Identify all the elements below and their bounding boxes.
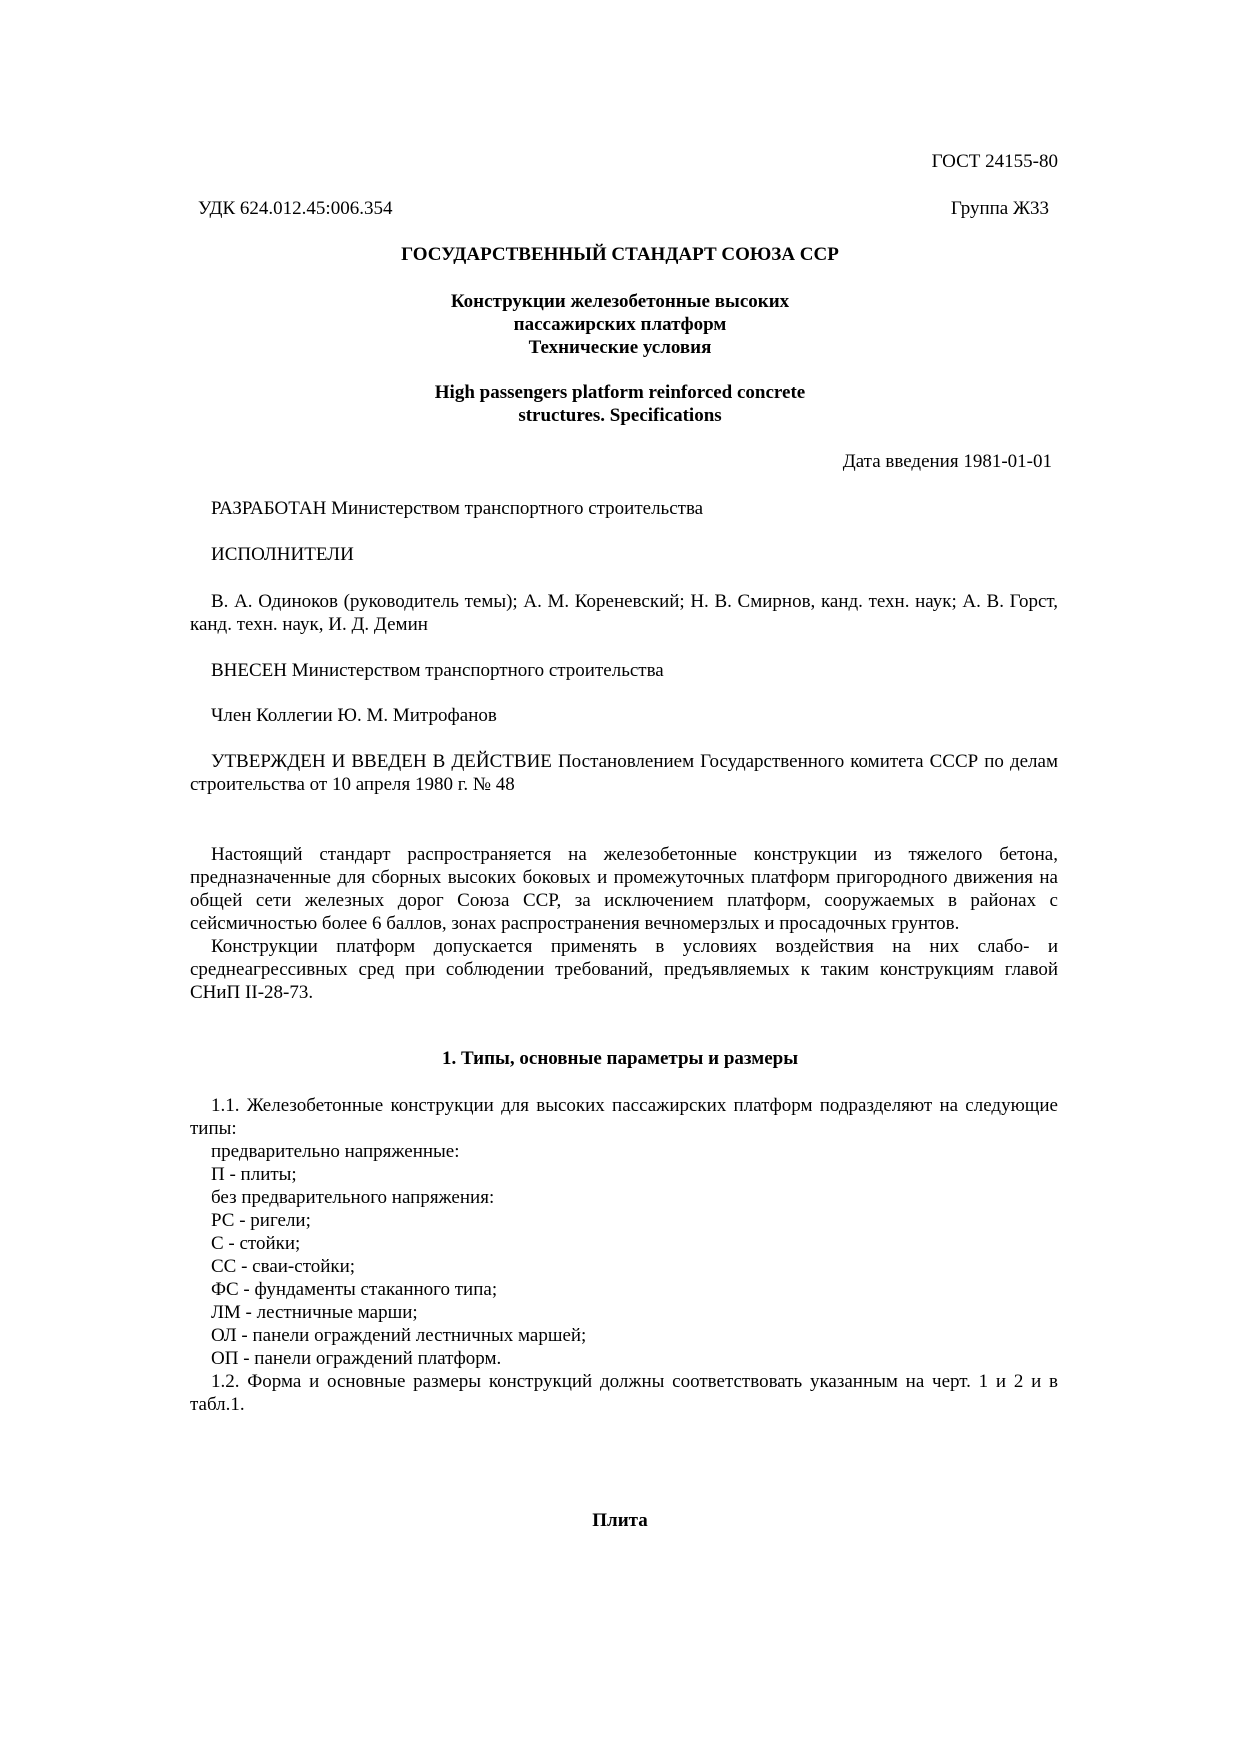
- intro-paragraph: Настоящий стандарт распространяется на железобетонные конструкции из тяжелого бетона, предназначенные для сборных высоких боковых и промежуточных платформ пригородного движения на общей сети железных дорог Союза ССР, за исключением платформ, сооружаемых в районах с сейсмичностью более 6 баллов, зонах распространения вечномерзлых и просадочных грунтов.: [190, 844, 1058, 934]
- gost-number: ГОСТ 24155-80: [931, 151, 1058, 172]
- list-item: РС - ригели;: [211, 1210, 311, 1231]
- english-title-line: High passengers platform reinforced concrete: [434, 382, 806, 403]
- section-1-title: 1. Типы, основные параметры и размеры: [441, 1048, 799, 1069]
- introduction-date: Дата введения 1981-01-01: [842, 451, 1052, 472]
- list-item: без предварительного напряжения:: [211, 1187, 495, 1208]
- executors-label: ИСПОЛНИТЕЛИ: [211, 544, 354, 565]
- list-item: СС - сваи-стойки;: [211, 1256, 356, 1277]
- clause-1-2: 1.2. Форма и основные размеры конструкций должны соответствовать указанным на черт. 1 и 2 и в табл.1.: [190, 1371, 1058, 1415]
- introduced-by: ВНЕСЕН Министерством транспортного строительства: [211, 660, 664, 681]
- list-item: ОЛ - панели ограждений лестничных маршей;: [211, 1325, 587, 1346]
- figure-title: Плита: [592, 1510, 648, 1531]
- clause-1-1: 1.1. Железобетонные конструкции для высоких пассажирских платформ подразделяют на следующие типы:: [190, 1095, 1058, 1139]
- intro-text: [190, 843, 1058, 1004]
- state-standard-title: ГОСУДАРСТВЕННЫЙ СТАНДАРТ СОЮЗА ССР: [401, 244, 839, 265]
- udk-code: УДК 624.012.45:006.354: [198, 198, 393, 219]
- intro-paragraph: Конструкции платформ допускается применять в условиях воздействия на них слабо- и среднеагрессивных сред при соблюдении требований, предъявляемых к таким конструкциям главой СНиП II-28-73.: [190, 936, 1058, 1003]
- list-item: ФС - фундаменты стаканного типа;: [211, 1279, 498, 1300]
- approval-statement: УТВЕРЖДЕН И ВВЕДЕН В ДЕЙСТВИЕ Постановлением Государственного комитета СССР по делам строительства от 10 апреля 1980 г. № 48: [190, 751, 1058, 795]
- collegium-member: Член Коллегии Ю. М. Митрофанов: [211, 705, 497, 726]
- executors-list: В. А. Одиноков (руководитель темы); А. М. Кореневский; Н. В. Смирнов, канд. техн. наук; А. В. Горст, канд. техн. наук, И. Д. Демин: [190, 591, 1058, 635]
- list-item: С - стойки;: [211, 1233, 301, 1254]
- russian-title-line: Технические условия: [528, 337, 712, 358]
- list-item: предварительно напряженные:: [211, 1141, 460, 1162]
- list-item: П - плиты;: [211, 1164, 297, 1185]
- russian-title: [0, 290, 1240, 359]
- list-item: ОП - панели ограждений платформ.: [211, 1348, 502, 1369]
- english-title: [0, 381, 1240, 427]
- english-title-line: structures. Specifications: [518, 405, 722, 426]
- list-item: ЛМ - лестничные марши;: [211, 1302, 418, 1323]
- russian-title-line: Конструкции железобетонные высоких: [450, 291, 790, 312]
- russian-title-line: пассажирских платформ: [513, 314, 727, 335]
- section-1-body: [190, 1094, 1058, 1416]
- group-code: Группа Ж33: [950, 198, 1049, 219]
- developed-by: РАЗРАБОТАН Министерством транспортного строительства: [211, 498, 704, 519]
